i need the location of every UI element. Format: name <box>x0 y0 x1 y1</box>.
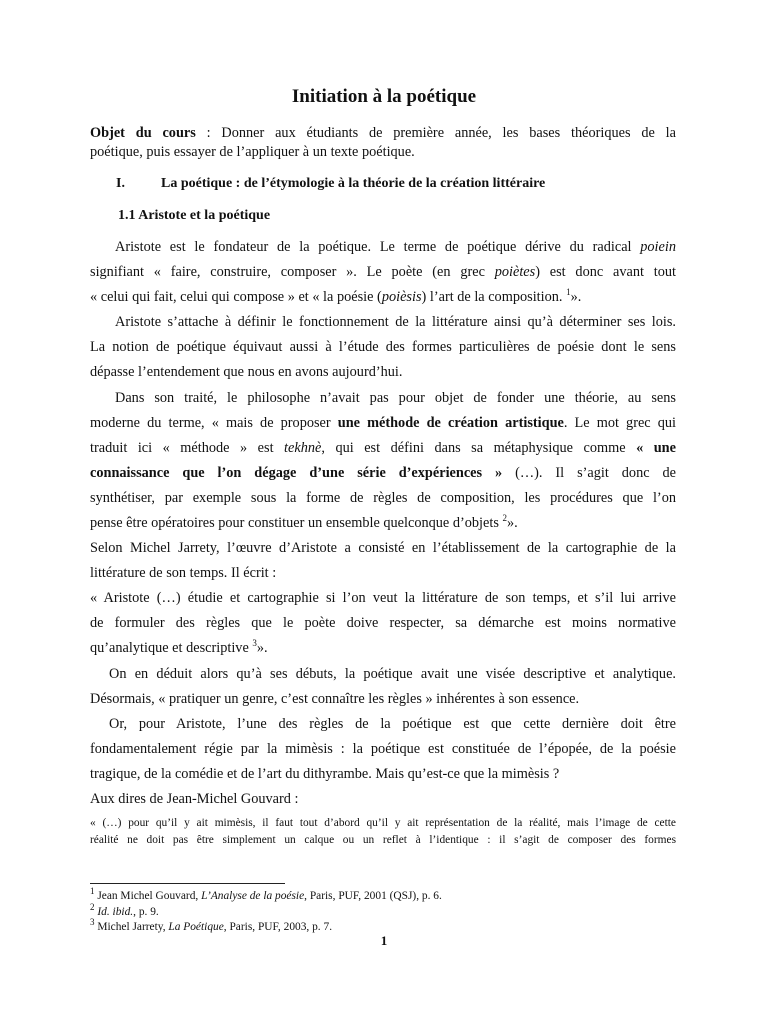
section-number: I. <box>116 176 125 191</box>
text: ) l’art de la composition. <box>421 289 567 305</box>
p5-line-2: Désormais, « pratiquer un genre, c’est connaître les règles » inhérentes à son essence. <box>90 691 580 707</box>
smallquote-line-2: réalité ne doit pas être simplement un calque ou un reflet à l’identique : il s’agit de composer des formes <box>90 834 676 846</box>
text: pense être opératoires pour constituer un ensemble quelconque d’objets <box>90 515 503 531</box>
text: (…). Il s’agit donc de <box>502 465 676 481</box>
text: . Le mot grec qui <box>563 415 677 431</box>
text: Michel Jarrety, <box>94 921 169 933</box>
p3-line-5: synthétiser, par exemple sous la forme de règles de composition, les procédures que l’on <box>90 490 676 506</box>
p3-line-6 <box>90 514 676 532</box>
p4-line-2: littérature de son temps. Il écrit : <box>90 565 277 581</box>
subsection-heading: 1.1 Aristote et la poétique <box>118 208 271 223</box>
text: signifiant « faire, construire, composer ». Le poète (en grec <box>90 264 495 280</box>
footnote-ref[interactable]: 2 <box>502 513 507 524</box>
p3-line-2 <box>90 414 676 432</box>
text: ». <box>256 640 268 656</box>
text: traduit ici « méthode » est <box>90 440 285 456</box>
objet-line-2: poétique, puis essayer de l’appliquer à un texte poétique. <box>90 144 415 160</box>
quote-line-1: « Aristote (…) étudie et cartographie si l’on veut la littérature de son temps, et s’il lui arrive <box>90 590 676 606</box>
p3-line-3 <box>90 439 676 457</box>
italic-title: La Poétique <box>168 921 224 933</box>
bold-phrase: « une <box>636 440 676 456</box>
p1-line-1 <box>115 238 676 256</box>
p6-line-1: Or, pour Aristote, l’une des règles de la poétique est que cette dernière doit être <box>109 716 676 732</box>
p2-line-2: La notion de poétique équivaut aussi à l’étude des formes particulières de poésie dont le sens <box>90 339 676 355</box>
quote-line-2: de formuler des règles que le poète doive respecter, sa démarche est moins normative <box>90 615 676 631</box>
italic-term: poiein <box>640 239 676 255</box>
page-number: 1 <box>380 933 388 948</box>
text: , p. 9. <box>133 906 159 918</box>
footnote-separator <box>90 883 285 884</box>
text: , Paris, PUF, 2003, p. 7. <box>223 921 333 933</box>
page-title: Initiation à la poétique <box>291 86 477 107</box>
p6-line-3: tragique, de la comédie et de l’art du dithyrambe. Mais qu’est-ce que la mimèsis ? <box>90 766 560 782</box>
bold-phrase: connaissance que l’on dégage d’une série d’expériences » <box>90 465 503 481</box>
quote-line-3 <box>90 639 676 657</box>
text: , Paris, PUF, 2001 (QSJ), p. 6. <box>304 890 442 902</box>
objet-label: Objet du cours <box>90 125 196 141</box>
footnote-1 <box>90 886 442 903</box>
footnote-num: 2 <box>90 902 95 913</box>
text: moderne du terme, « mais de proposer <box>90 415 338 431</box>
objet-line-1 <box>90 124 676 142</box>
p5-line-1: On en déduit alors qu’à ses débuts, la poétique avait une visée descriptive et analytique. <box>109 666 676 682</box>
footnote-num: 1 <box>90 886 95 897</box>
text: qu’analytique et descriptive <box>90 640 253 656</box>
p2-line-3: dépasse l’entendement que nous en avons aujourd’hui. <box>90 364 403 380</box>
text: , qui est défini dans sa métaphysique comme <box>321 440 637 456</box>
p1-line-2 <box>90 263 676 281</box>
p6-line-2: fondamentalement régie par la mimèsis : la poétique est constituée de l’épopée, de la poésie <box>90 741 676 757</box>
italic-term: tekhnè <box>284 440 322 456</box>
italic-term: poièsis <box>381 289 422 305</box>
text: « celui qui fait, celui qui compose » et « la poésie ( <box>90 289 382 305</box>
section-heading: La poétique : de l’étymologie à la théorie de la création littéraire <box>161 176 546 191</box>
p2-line-1: Aristote s’attache à définir le fonctionnement de la littérature ainsi qu’à déterminer ses lois. <box>115 314 676 330</box>
italic-term: poiètes <box>494 264 536 280</box>
italic-title: Id. ibid. <box>97 906 134 918</box>
text: ». <box>507 515 518 531</box>
p3-line-4 <box>90 464 676 482</box>
footnote-3 <box>90 917 333 934</box>
p1-line-3 <box>90 288 676 306</box>
p7-line: Aux dires de Jean-Michel Gouvard : <box>90 791 299 807</box>
text: Jean Michel Gouvard, <box>94 890 202 902</box>
footnote-ref[interactable]: 1 <box>566 287 571 298</box>
objet-text: : Donner aux étudiants de première année, les bases théoriques de la <box>195 125 676 141</box>
bold-phrase: une méthode de création artistique <box>337 415 564 431</box>
text: Aristote est le fondateur de la poétique. Le terme de poétique dérive du radical <box>115 239 641 255</box>
p3-line-1: Dans son traité, le philosophe n’avait pas pour objet de fonder une théorie, au sens <box>115 390 676 406</box>
text: ) est donc avant tout <box>535 264 676 280</box>
smallquote-line-1: « (…) pour qu’il y ait mimèsis, il faut tout d’abord qu’il y ait représentation de la réalité, mais l’image de cette <box>90 817 676 829</box>
text: ». <box>570 289 582 305</box>
italic-title: L’Analyse de la poésie <box>201 890 305 902</box>
p4-line-1: Selon Michel Jarrety, l’œuvre d’Aristote a consisté en l’établissement de la cartographie de la <box>90 540 676 556</box>
footnote-2 <box>90 902 159 919</box>
footnote-ref[interactable]: 3 <box>252 638 257 649</box>
footnote-num: 3 <box>90 917 95 928</box>
